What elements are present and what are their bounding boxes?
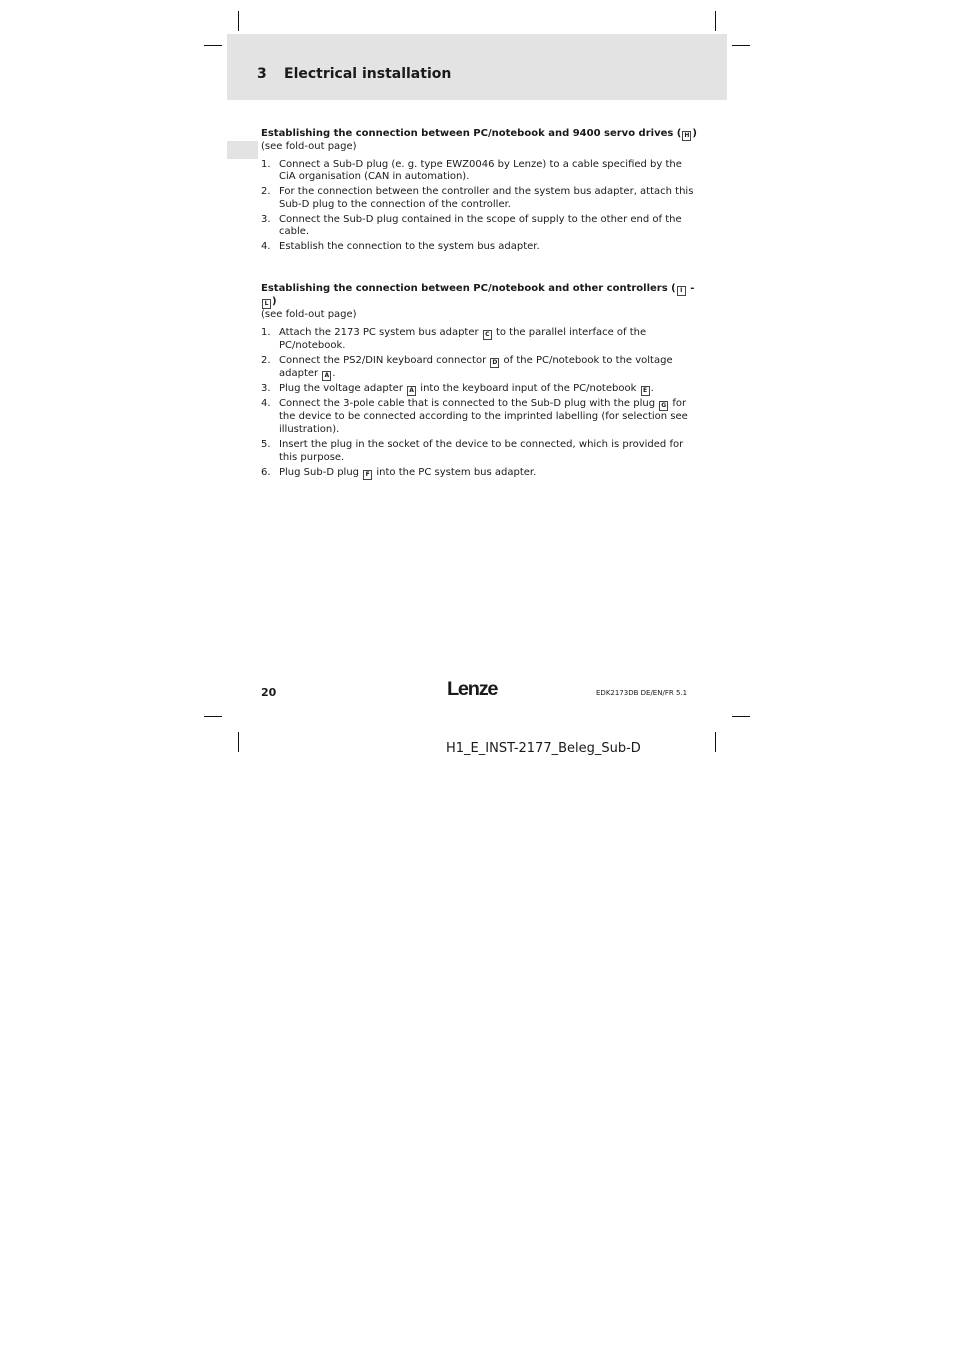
crop-mark	[204, 45, 222, 46]
step-number: 2.	[261, 186, 271, 198]
section-note: (see fold-out page)	[261, 309, 357, 320]
lenze-logo: Lenze	[447, 679, 498, 700]
margin-marker	[227, 141, 258, 159]
key-label: A	[322, 371, 331, 381]
step-text: Connect the Sub-D plug contained in the scope of supply to the other end of the cable.	[279, 213, 682, 238]
step-number: 5.	[261, 438, 271, 450]
step-text: into the PC system bus adapter.	[373, 466, 537, 478]
list-item	[261, 398, 697, 436]
step-text: to the parallel interface of the PC/notebook.	[279, 326, 647, 351]
list-item	[261, 186, 697, 211]
key-label: C	[483, 330, 492, 340]
key-label: F	[363, 470, 372, 480]
list-item	[261, 214, 697, 239]
step-text: Plug the voltage adapter	[279, 382, 407, 394]
step-text: .	[650, 382, 654, 394]
key-label: H	[684, 132, 690, 139]
step-number: 1.	[261, 158, 271, 170]
step-number: 3.	[261, 382, 271, 394]
crop-mark	[732, 716, 750, 717]
heading-text: -	[686, 283, 695, 294]
list-item	[261, 241, 697, 254]
list-item	[261, 439, 697, 464]
chapter-number: 3	[257, 66, 267, 82]
crop-mark	[204, 716, 222, 717]
list-item	[261, 159, 697, 184]
heading-text: Establishing the connection between PC/notebook and other controllers (	[261, 283, 676, 294]
step-text: For the connection between the controller and the system bus adapter, attach this Sub-D plug to the connection of the controller.	[279, 186, 694, 210]
step-number: 6.	[261, 466, 271, 478]
document-code: EDK2173DB DE/EN/FR 5.1	[596, 689, 688, 697]
crop-mark	[238, 11, 239, 31]
step-text: Insert the plug in the socket of the device to be connected, which is provided for this purpose.	[279, 438, 684, 463]
section-9400-connection	[261, 128, 697, 254]
step-number: 3.	[261, 213, 271, 225]
key-label: I	[677, 286, 686, 296]
key-label: D	[490, 358, 499, 368]
step-text: for the device to be connected according to the imprinted labelling (for selection see illustration).	[279, 398, 688, 435]
step-number: 4.	[261, 398, 271, 410]
step-text: Connect a Sub-D plug (e. g. type EWZ0046 by Lenze) to a cable specified by the CiA organisation (CAN in automation).	[279, 158, 682, 183]
steps-list	[261, 159, 697, 254]
step-text: .	[332, 367, 336, 379]
section-heading	[261, 128, 697, 141]
step-text: Connect the 3-pole cable that is connected to the Sub-D plug with the plug	[279, 398, 659, 410]
step-number: 1.	[261, 326, 271, 338]
file-label: H1_E_INST-2177_Beleg_Sub-D	[446, 741, 641, 756]
step-text: Plug Sub-D plug	[279, 466, 363, 478]
list-item	[261, 383, 697, 396]
section-heading	[261, 283, 697, 309]
chapter-title: Electrical installation	[284, 66, 452, 82]
list-item	[261, 327, 697, 353]
heading-text: )	[272, 296, 277, 307]
section-note: (see fold-out page)	[261, 141, 357, 152]
key-label: G	[659, 401, 668, 411]
step-number: 4.	[261, 241, 271, 253]
page-number: 20	[261, 686, 277, 699]
step-text: Establish the connection to the system bus adapter.	[279, 241, 540, 253]
step-text: of the PC/notebook to the voltage adapter	[279, 354, 673, 379]
crop-mark	[715, 732, 716, 752]
step-text: Connect the PS2/DIN keyboard connector	[279, 354, 490, 366]
step-number: 2.	[261, 354, 271, 366]
crop-mark	[732, 45, 750, 46]
heading-text: )	[692, 128, 697, 139]
step-text: into the keyboard input of the PC/notebook	[417, 382, 640, 394]
list-item	[261, 467, 697, 480]
steps-list	[261, 327, 697, 480]
list-item	[261, 355, 697, 381]
crop-mark	[238, 732, 239, 752]
heading-text: Establishing the connection between PC/notebook and 9400 servo drives (	[261, 128, 682, 139]
key-label: L	[262, 299, 271, 309]
section-other-controllers-connection	[261, 283, 697, 480]
step-text: Attach the 2173 PC system bus adapter	[279, 326, 482, 338]
crop-mark	[715, 11, 716, 31]
key-label: E	[641, 386, 650, 396]
key-label: A	[407, 386, 416, 396]
